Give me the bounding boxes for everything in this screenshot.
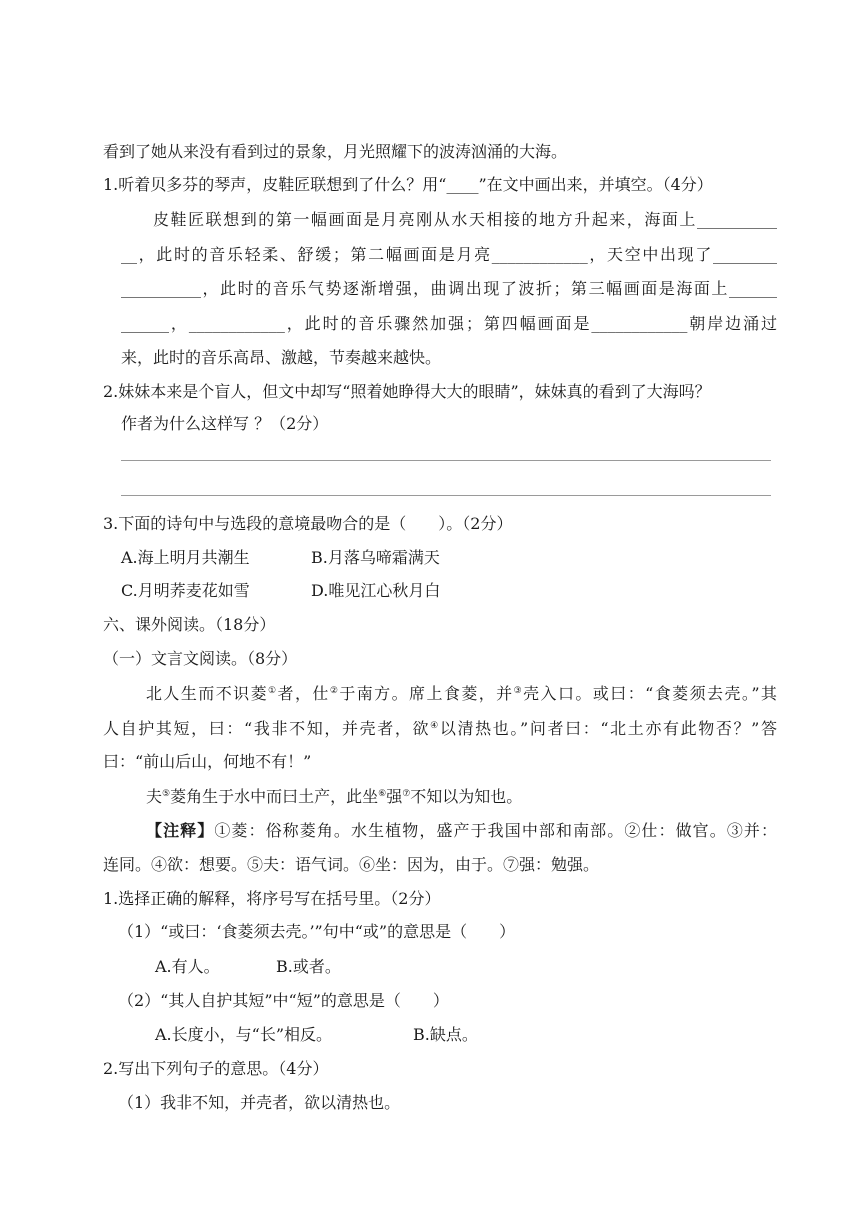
passage-line: 曰：“前山后山，何地不有！”	[103, 752, 312, 771]
sq1-question: 1.选择正确的解释，将序号写在括号里。（2分）	[103, 889, 441, 908]
sq1-part-2-option-b: B.缺点。	[413, 1025, 478, 1044]
note-marker: ①	[268, 686, 278, 696]
note-marker: ④	[430, 721, 440, 731]
note-marker: ⑦	[402, 789, 411, 799]
q2-question-line1: 2.妹妹本来是个盲人，但文中却写“照着她睁得大大的眼睛”，妹妹真的看到了大海吗？	[103, 382, 711, 401]
passage-line: 人自护其短，曰：“我非不知，并壳者，欲④以清热也。”问者曰：“北土亦有此物否？”答	[103, 719, 777, 738]
notes-line: 连同。④欲：想要。⑤夫：语气词。⑥坐：因为，由于。⑦强：勉强。	[103, 855, 600, 874]
q3-option-a: A.海上明月共潮生	[121, 548, 250, 567]
sq1-part-1: （1）“或曰：‘食菱须去壳。’”句中“或”的意思是（ ）	[118, 922, 516, 941]
note-marker: ②	[329, 686, 340, 696]
q1-answer-line: ______，____________，此时的音乐骤然加强；第四幅画面是____________朝岸边涌过	[121, 314, 777, 333]
sq1-part-2: （2）“其人自护其短”中“短”的意思是（ ）	[118, 991, 449, 1010]
sq1-part-2-option-a: A.长度小，与“长”相反。	[155, 1025, 333, 1044]
sq2-part-1: （1）我非不知，并壳者，欲以清热也。	[118, 1093, 401, 1112]
subsection-1-title: （一）文言文阅读。（8分）	[103, 649, 298, 668]
sq1-part-1-option-b: B.或者。	[276, 957, 341, 976]
q3-question: 3.下面的诗句中与选段的意境最吻合的是（ ）。（2分）	[103, 514, 513, 533]
q1-answer-line: __，此时的音乐轻柔、舒缓；第二幅画面是月亮____________，天空中出现了________	[121, 245, 777, 264]
q3-option-c: C.月明荞麦花如雪	[121, 581, 250, 600]
q1-answer-line: 皮鞋匠联想到的第一幅画面是月亮刚从水天相接的地方升起来，海面上__________	[153, 210, 777, 229]
notes-label: 【注释】	[146, 821, 215, 840]
sq1-part-1-option-a: A.有人。	[155, 957, 220, 976]
passage-line: 北人生而不识菱①者，仕②于南方。席上食菱，并③壳入口。或曰：“食菱须去壳。”其	[146, 684, 777, 703]
sq2-question: 2.写出下列句子的意思。（4分）	[103, 1059, 329, 1078]
answer-rule	[121, 460, 771, 461]
section-6-title: 六、课外阅读。（18分）	[103, 615, 276, 634]
intro-tail-line: 看到了她从来没有看到过的景象，月光照耀下的波涛汹涌的大海。	[103, 142, 568, 161]
note-marker: ⑤	[162, 789, 171, 799]
answer-rule	[121, 495, 771, 496]
q1-answer-line: 来，此时的音乐高昂、激越，节奏越来越快。	[121, 348, 442, 367]
note-marker: ⑥	[378, 789, 387, 799]
q3-option-b: B.月落乌啼霜满天	[311, 548, 440, 567]
q1-question: 1.听着贝多芬的琴声，皮鞋匠联想到了什么？用“____”在文中画出来，并填空。（4分）	[103, 175, 713, 194]
q2-question-line2: 作者为什么这样写 ？（2分）	[121, 414, 329, 433]
q1-answer-line: __________，此时的音乐气势逐渐增强，曲调出现了波折；第三幅画面是海面上______	[121, 279, 777, 298]
q3-option-d: D.唯见江心秋月白	[311, 581, 441, 600]
note-marker: ③	[513, 686, 524, 696]
notes-line: 【注释】①菱：俗称菱角。水生植物，盛产于我国中部和南部。②仕：做官。③并：	[146, 821, 777, 840]
passage-line: 夫⑤菱角生于水中而曰土产，此坐⑥强⑦不知以为知也。	[146, 787, 523, 806]
